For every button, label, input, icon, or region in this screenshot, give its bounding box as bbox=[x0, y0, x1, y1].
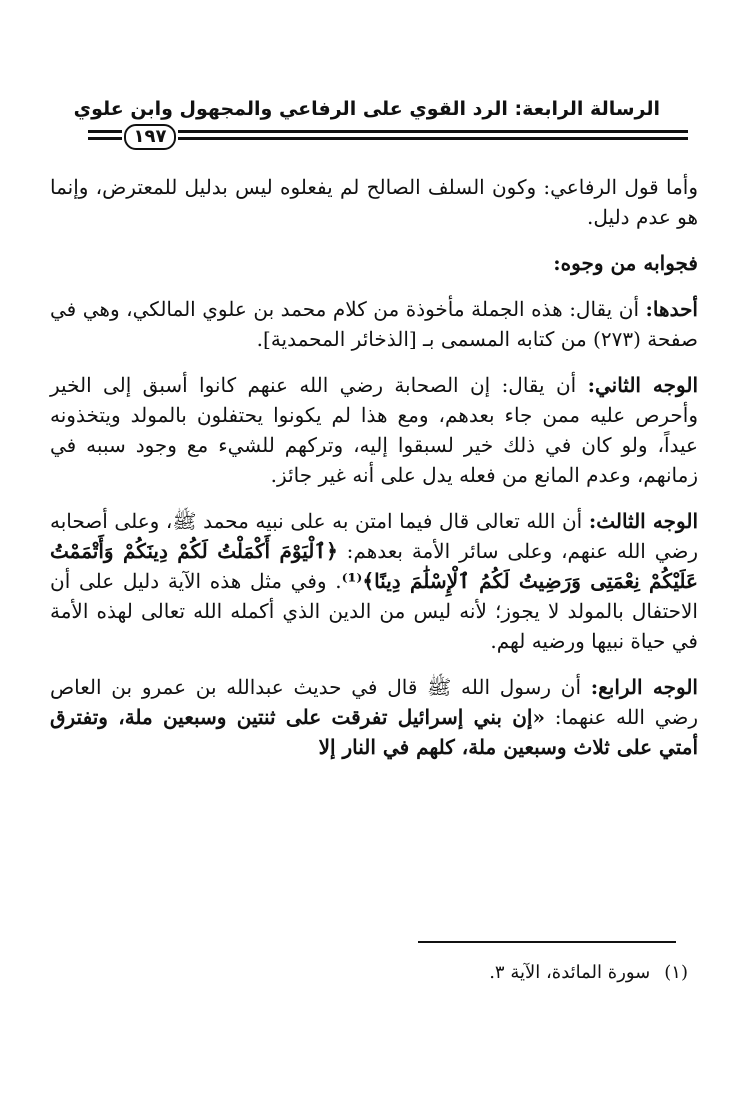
footnote-text: سورة المائدة، الآية ٣. bbox=[489, 962, 651, 983]
hadith-quote: «إن بني إسرائيل تفرقت على ثنتين وسبعين ملة، وتفترق أمتي على ثلاث وسبعين ملة، كلهم في النار إلا bbox=[50, 705, 698, 759]
rule-cap bbox=[88, 130, 122, 140]
paragraph-heading: الوجه الثاني: bbox=[587, 373, 699, 397]
running-header: الرسالة الرابعة: الرد القوي على الرفاعي والمجهول وابن علوي bbox=[73, 98, 660, 120]
paragraph-second-aspect bbox=[50, 370, 698, 490]
paragraph-text: أن رسول الله ﷺ قال في حديث عبدالله بن عمرو بن العاص رضي الله عنهما: bbox=[50, 675, 698, 729]
paragraph-text: أن يقال: إن الصحابة رضي الله عنهم كانوا أسبق إلى الخير وأحرص عليه ممن جاء بعدهم، ومع هذا لم يكونوا يحتفلون بالمولد ويتخذونه عيداً، ولو كان في ذلك خير لسبقوا إليه، وتركهم للشيء مع وجود سببه في زمانهم، وعدم المانع من فعله يدل على أنه غير جائز. bbox=[50, 373, 698, 487]
paragraph-rifai-quote bbox=[50, 172, 698, 232]
footnote-separator bbox=[418, 941, 676, 943]
body-text bbox=[50, 172, 698, 778]
paragraph-text: . وفي مثل هذه الآية دليل على أن الاحتفال بالمولد لا يجوز؛ لأنه ليس من الدين الذي أكمله الله تعالى لهذه الأمة في حياة نبيها ورضيه لهم. bbox=[50, 569, 698, 653]
paragraph-answer-intro bbox=[50, 248, 698, 278]
rule-line bbox=[178, 130, 688, 133]
paragraph-heading: أحدها: bbox=[645, 297, 698, 321]
paragraph-third-aspect bbox=[50, 506, 698, 656]
paragraph-heading: فجوابه من وجوه: bbox=[553, 251, 698, 275]
paragraph-heading: الوجه الرابع: bbox=[590, 675, 698, 699]
header-rule bbox=[88, 124, 688, 148]
footnote-number: (١) bbox=[664, 962, 688, 983]
rule-line bbox=[178, 137, 688, 140]
page-number: ١٩٧ bbox=[124, 124, 176, 150]
paragraph-first-aspect bbox=[50, 294, 698, 354]
paragraph-fourth-aspect bbox=[50, 672, 698, 762]
paragraph-heading: الوجه الثالث: bbox=[588, 509, 699, 533]
paragraph-text: أن الله تعالى قال فيما امتن به على نبيه محمد ﷺ، وعلى أصحابه رضي الله عنهم، وعلى سائر الأمة بعدهم: bbox=[50, 509, 699, 563]
quran-verse: ﴿ٱلْيَوْمَ أَكْمَلْتُ لَكُمْ دِينَكُمْ وَأَتْمَمْتُ عَلَيْكُمْ نِعْمَتِى وَرَضِيتُ لَكُمُ ٱلْإِسْلَٰمَ دِينًا﴾⁽¹⁾ bbox=[50, 539, 698, 593]
paragraph-text: وأما قول الرفاعي: وكون السلف الصالح لم يفعلوه ليس بدليل للمعترض، وإنما هو عدم دليل. bbox=[50, 175, 698, 229]
footnote bbox=[68, 960, 688, 986]
paragraph-text: أن يقال: هذه الجملة مأخوذة من كلام محمد بن علوي المالكي، وهي في صفحة (٢٧٣) من كتابه المسمى بـ [الذخائر المحمدية]. bbox=[50, 297, 698, 351]
